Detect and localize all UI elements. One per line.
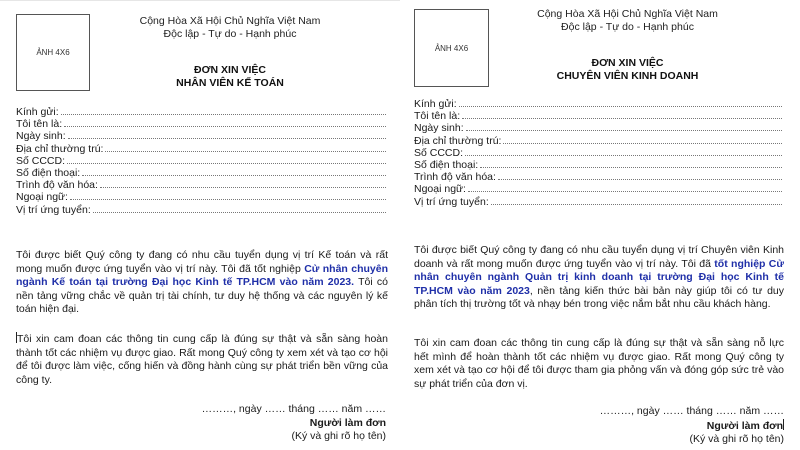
signer-label: Người làm đơn	[309, 416, 386, 429]
header-line-2: Độc lập - Tự do - Hạnh phúc	[163, 28, 297, 40]
document-title	[100, 64, 360, 90]
field-label: Ngoại ngữ:	[414, 183, 466, 196]
field-row	[414, 196, 782, 208]
field-blank[interactable]	[93, 204, 386, 213]
field-blank[interactable]	[503, 135, 782, 144]
field-row	[16, 179, 386, 191]
para-text: Tôi xin cam đoan các thông tin cung cấp là đúng sự thật và sẵn sàng nỗ lực hết mình để hoàn thành tốt các nhiệm vụ được giao. Rất mong Quý công ty xem xét và tạo cơ hội để tôi được tham gia phỏng vấn và đóng góp sức trẻ vào sự phát triển của đơn vị.	[414, 337, 784, 390]
field-label: Tôi tên là:	[16, 118, 63, 131]
field-blank[interactable]	[468, 183, 782, 192]
field-row	[16, 191, 386, 203]
para-text: , nền tảng kiến thức bài bản này giúp tôi có tư duy phân tích thị trường tốt và nhạy bén trong việc nắm bắt nhu cầu khách hàng.	[414, 284, 784, 311]
field-row	[414, 171, 782, 183]
intro-paragraph	[414, 244, 784, 312]
field-label: Số điện thoại:	[16, 167, 81, 180]
field-blank[interactable]	[82, 167, 386, 176]
para-text: Tôi có nền tảng vững chắc về quản trị tài chính, tư duy hệ thống và các nguyên lý kế toán hiện đại.	[16, 276, 389, 316]
field-row	[414, 159, 782, 171]
field-label: Kính gửi:	[16, 106, 59, 118]
field-row	[414, 110, 782, 122]
field-label: Ngày sinh:	[414, 122, 464, 135]
field-blank[interactable]	[465, 147, 782, 156]
field-label: Địa chỉ thường trú:	[16, 142, 104, 155]
title-line-1: ĐƠN XIN VIỆC	[194, 64, 266, 76]
field-label: Số CCCD:	[414, 146, 464, 159]
commitment-paragraph	[414, 337, 784, 391]
field-label: Ngoại ngữ:	[16, 191, 68, 204]
field-label: Tôi tên là:	[414, 110, 461, 123]
field-label: Trình độ văn hóa:	[414, 171, 496, 184]
highlighted-qualification: tốt nghiệp Cử nhân chuyên ngành Quản trị kinh doanh tại trường Đại học Kinh tế TP.HCM vào năm 2023	[414, 257, 784, 297]
field-blank[interactable]	[70, 191, 386, 200]
intro-paragraph	[16, 249, 388, 317]
field-label: Số CCCD:	[16, 154, 66, 167]
application-form-sales	[400, 0, 800, 450]
header-line-2: Độc lập - Tự do - Hạnh phúc	[561, 21, 694, 33]
field-blank[interactable]	[105, 143, 386, 152]
field-blank[interactable]	[462, 110, 782, 119]
photo-label: ẢNH 4X6	[434, 43, 469, 53]
signature-note: (Ký và ghi rõ họ tên)	[291, 430, 386, 442]
national-header	[495, 8, 760, 34]
field-row	[16, 143, 386, 155]
photo-label: ẢNH 4X6	[36, 48, 70, 57]
field-row	[16, 167, 386, 179]
commitment-paragraph	[16, 332, 388, 387]
signer-label	[544, 419, 784, 434]
signature-block	[146, 403, 386, 444]
field-row	[414, 122, 782, 134]
title-line-2: CHUYÊN VIÊN KINH DOANH	[556, 70, 699, 82]
title-line-1: ĐƠN XIN VIỆC	[591, 57, 664, 69]
field-blank[interactable]	[466, 122, 782, 131]
para-text: Tôi được biết Quý công ty đang có nhu cầu tuyển dụng vị trí Kế toán và rất mong muốn được ứng tuyển vào vị trí này. Tôi đã tốt nghiệp	[16, 249, 388, 275]
field-row	[414, 98, 782, 110]
field-row	[414, 147, 782, 159]
form-fields	[414, 98, 782, 208]
signer-text: Người làm đơn	[706, 419, 783, 432]
field-label: Ngày sinh:	[16, 130, 66, 143]
field-row	[16, 118, 386, 130]
field-row	[16, 155, 386, 167]
field-blank[interactable]	[459, 98, 782, 107]
field-blank[interactable]	[480, 159, 782, 168]
highlighted-qualification: Cử nhân chuyên ngành Kế toán tại trường Đại học Kinh tế TP.HCM vào năm 2023.	[16, 262, 388, 289]
national-header	[100, 15, 360, 41]
document-title	[495, 57, 760, 83]
field-label: Kính gửi:	[414, 98, 457, 110]
field-label: Trình độ văn hóa:	[16, 179, 98, 192]
title-line-2: NHÂN VIÊN KẾ TOÁN	[176, 77, 284, 89]
date-line: ………, ngày …… tháng …… năm ……	[599, 405, 784, 417]
header-line-1: Cộng Hòa Xã Hội Chủ Nghĩa Việt Nam	[537, 8, 718, 20]
field-label: Vị trí ứng tuyển:	[414, 195, 489, 208]
field-label: Vị trí ứng tuyển:	[16, 203, 91, 216]
field-row	[16, 106, 386, 118]
field-blank[interactable]	[491, 196, 782, 205]
field-label: Địa chỉ thường trú:	[414, 134, 502, 147]
signature-block	[544, 405, 784, 447]
field-blank[interactable]	[498, 171, 782, 180]
header-line-1: Cộng Hòa Xã Hội Chủ Nghĩa Việt Nam	[139, 15, 321, 27]
text-cursor	[783, 419, 784, 430]
photo-placeholder	[16, 14, 90, 91]
para-text: Tôi xin cam đoan các thông tin cung cấp là đúng sự thật và sẵn sàng hoàn thành tốt các nhiệm vụ được giao. Rất mong Quý công ty xem xét và tạo cơ hội để tôi được làm việc, cống hiến và đồng hành cùng sự phát triển bền vững của công ty.	[16, 333, 388, 386]
date-line: ………, ngày …… tháng …… năm ……	[201, 403, 386, 415]
para-text: Tôi được biết Quý công ty đang có nhu cầu tuyển dụng vị trí Chuyên viên Kinh doanh và rất mong muốn được ứng tuyển vào vị trí này. Tôi đã	[414, 244, 784, 270]
signature-note: (Ký và ghi rõ họ tên)	[689, 433, 784, 445]
field-blank[interactable]	[67, 155, 386, 164]
field-row	[16, 130, 386, 142]
field-row	[414, 183, 782, 195]
field-blank[interactable]	[64, 118, 386, 127]
field-blank[interactable]	[68, 130, 386, 139]
field-blank[interactable]	[100, 179, 386, 188]
field-row	[414, 135, 782, 147]
field-row	[16, 204, 386, 216]
photo-placeholder	[414, 9, 489, 87]
field-blank[interactable]	[61, 106, 386, 115]
field-label: Số điện thoại:	[414, 159, 479, 172]
form-fields	[16, 106, 386, 216]
